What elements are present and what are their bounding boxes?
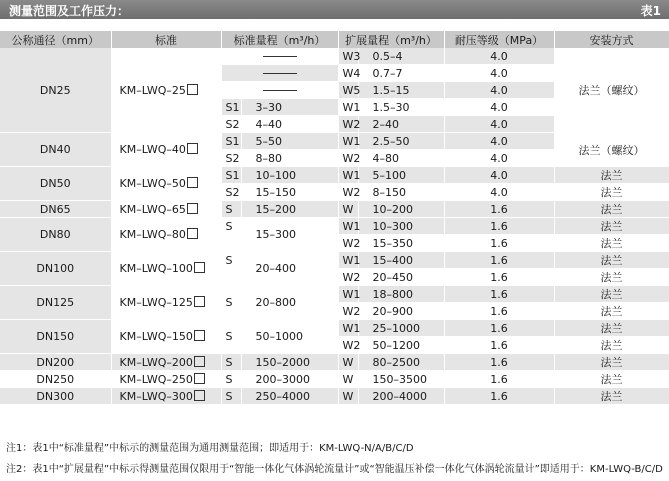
table-row xyxy=(0,133,669,150)
s-label-cell: S2 xyxy=(221,150,241,167)
e-range-cell: 0.5–4 xyxy=(358,48,444,65)
e-range-cell: 1.5–30 xyxy=(358,99,444,116)
e-label-cell: W1 xyxy=(338,320,358,337)
e-range-cell: 10–300 xyxy=(358,218,444,235)
table-label: 表1 xyxy=(640,4,661,18)
e-label-cell: W1 xyxy=(338,286,358,303)
e-range-cell: 2–40 xyxy=(358,116,444,133)
e-label-cell: W1 xyxy=(338,99,358,116)
s-label-cell: S1 xyxy=(221,167,241,184)
e-label-cell: W2 xyxy=(338,235,358,252)
e-range-cell: 15–400 xyxy=(358,252,444,269)
s-range-cell: 250–4000 xyxy=(241,388,338,405)
checkbox-symbol xyxy=(187,203,198,214)
pressure-cell: 4.0 xyxy=(444,184,554,201)
dn-cell: DN50 xyxy=(0,167,111,201)
e-label-cell: W4 xyxy=(338,65,358,82)
e-range-cell: 15–350 xyxy=(358,235,444,252)
s-label-cell: S xyxy=(221,218,241,252)
pressure-cell: 1.6 xyxy=(444,252,554,269)
model-cell: KM–LWQ–125 xyxy=(111,286,221,320)
install-cell: 法兰 xyxy=(554,371,669,388)
s-range-cell: 20–400 xyxy=(241,252,338,286)
e-range-cell: 80–2500 xyxy=(358,354,444,371)
s-label-cell: S2 xyxy=(221,116,241,133)
pressure-cell: 1.6 xyxy=(444,371,554,388)
s-range-cell: 50–1000 xyxy=(241,320,338,354)
header-standard: 标准 xyxy=(111,31,221,48)
note-1: 注1：表1中“标准量程”中标示的测量范围为通用测量范围；即适用于：KM-LWQ-N/A/B/C/D xyxy=(6,443,414,454)
header-pressure: 耐压等级（MPa） xyxy=(444,31,554,48)
s-range-cell: 15–300 xyxy=(241,218,338,252)
install-cell: 法兰 xyxy=(554,252,669,269)
e-label-cell: W3 xyxy=(338,48,358,65)
model-cell: KM–LWQ–250 xyxy=(111,371,221,388)
e-range-cell: 0.7–7 xyxy=(358,65,444,82)
pressure-cell: 1.6 xyxy=(444,303,554,320)
e-label-cell: W xyxy=(338,371,358,388)
table-row xyxy=(0,388,669,405)
table-row xyxy=(0,320,669,337)
dn-cell: DN125 xyxy=(0,286,111,320)
pressure-cell: 4.0 xyxy=(444,48,554,65)
install-cell: 法兰 xyxy=(554,286,669,303)
install-cell: 法兰 xyxy=(554,167,669,184)
s-range-cell: 4–40 xyxy=(241,116,338,133)
pressure-cell: 4.0 xyxy=(444,133,554,150)
e-range-cell: 25–1000 xyxy=(358,320,444,337)
e-label-cell: W2 xyxy=(338,150,358,167)
e-range-cell: 4–80 xyxy=(358,150,444,167)
dash-symbol xyxy=(263,73,297,74)
footnotes xyxy=(6,438,663,480)
dn-cell: DN100 xyxy=(0,252,111,286)
pressure-cell: 4.0 xyxy=(444,116,554,133)
s-label-cell: S2 xyxy=(221,184,241,201)
dn-cell: DN200 xyxy=(0,354,111,371)
e-label-cell: W2 xyxy=(338,184,358,201)
section-title: 测量范围及工作压力： xyxy=(9,4,130,18)
s-label-cell: S xyxy=(221,388,241,405)
install-cell: 法兰 xyxy=(554,337,669,354)
e-range-cell: 200–4000 xyxy=(358,388,444,405)
checkbox-symbol xyxy=(187,228,198,239)
dn-cell: DN300 xyxy=(0,388,111,405)
e-label-cell: W2 xyxy=(338,116,358,133)
e-label-cell: W xyxy=(338,354,358,371)
s-range-cell: 150–2000 xyxy=(241,354,338,371)
e-range-cell: 1.5–15 xyxy=(358,82,444,99)
table-row xyxy=(0,286,669,303)
e-label-cell: W xyxy=(338,388,358,405)
pressure-cell: 1.6 xyxy=(444,388,554,405)
s-label-cell: S xyxy=(221,371,241,388)
pressure-cell: 1.6 xyxy=(444,218,554,235)
dn-cell: DN150 xyxy=(0,320,111,354)
install-cell: 法兰 xyxy=(554,388,669,405)
s-range-cell: 8–80 xyxy=(241,150,338,167)
checkbox-symbol xyxy=(194,262,205,273)
dn-cell: DN40 xyxy=(0,133,111,167)
dash-cell xyxy=(221,65,338,82)
e-label-cell: W1 xyxy=(338,252,358,269)
table-row xyxy=(0,354,669,371)
spec-table xyxy=(0,31,669,405)
dn-cell: DN80 xyxy=(0,218,111,252)
s-label-cell: S xyxy=(221,201,241,218)
install-cell: 法兰 xyxy=(554,218,669,235)
install-cell: 法兰（螺纹） xyxy=(554,48,669,133)
table-header xyxy=(0,31,669,48)
pressure-cell: 1.6 xyxy=(444,201,554,218)
s-label-cell: S xyxy=(221,320,241,354)
install-cell: 法兰 xyxy=(554,184,669,201)
e-label-cell: W2 xyxy=(338,269,358,286)
e-range-cell: 18–800 xyxy=(358,286,444,303)
pressure-cell: 1.6 xyxy=(444,320,554,337)
s-label-cell: S xyxy=(221,354,241,371)
install-cell: 法兰 xyxy=(554,320,669,337)
checkbox-symbol xyxy=(187,177,198,188)
e-label-cell: W1 xyxy=(338,133,358,150)
pressure-cell: 1.6 xyxy=(444,235,554,252)
table-row xyxy=(0,201,669,218)
e-range-cell: 2.5–50 xyxy=(358,133,444,150)
s-range-cell: 3–30 xyxy=(241,99,338,116)
model-cell: KM–LWQ–25 xyxy=(111,48,221,133)
e-range-cell: 20–450 xyxy=(358,269,444,286)
header-standard-range: 标准量程（m³/h） xyxy=(221,31,338,48)
e-range-cell: 150–3500 xyxy=(358,371,444,388)
checkbox-symbol xyxy=(187,143,198,154)
table-row xyxy=(0,252,669,269)
pressure-cell: 1.6 xyxy=(444,286,554,303)
pressure-cell: 1.6 xyxy=(444,269,554,286)
checkbox-symbol xyxy=(194,356,205,367)
model-cell: KM–LWQ–300 xyxy=(111,388,221,405)
pressure-cell: 4.0 xyxy=(444,82,554,99)
title-bar xyxy=(0,0,669,19)
checkbox-symbol xyxy=(194,373,205,384)
model-cell: KM–LWQ–50 xyxy=(111,167,221,201)
table-row xyxy=(0,48,669,65)
e-range-cell: 10–200 xyxy=(358,201,444,218)
s-label-cell: S1 xyxy=(221,133,241,150)
model-cell: KM–LWQ–40 xyxy=(111,133,221,167)
install-cell: 法兰 xyxy=(554,303,669,320)
install-cell: 法兰 xyxy=(554,201,669,218)
table-row xyxy=(0,371,669,388)
dn-cell: DN25 xyxy=(0,48,111,133)
pressure-cell: 1.6 xyxy=(444,337,554,354)
s-label-cell: S xyxy=(221,252,241,286)
dash-cell xyxy=(221,48,338,65)
model-cell: KM–LWQ–150 xyxy=(111,320,221,354)
pressure-cell: 4.0 xyxy=(444,99,554,116)
dn-cell: DN250 xyxy=(0,371,111,388)
s-range-cell: 10–100 xyxy=(241,167,338,184)
checkbox-symbol xyxy=(194,330,205,341)
s-label-cell: S xyxy=(221,286,241,320)
note-2: 注2：表1中“扩展量程”中标示得测量范围仅限用于“智能一体化气体涡轮流量计”或“智能温压补偿一体化气体涡轮流量计”即适用于：KM-LWQ-B/C/D xyxy=(6,464,663,475)
s-label-cell: S1 xyxy=(221,99,241,116)
pressure-cell: 4.0 xyxy=(444,65,554,82)
e-label-cell: W2 xyxy=(338,337,358,354)
dash-symbol xyxy=(263,90,297,91)
table-row xyxy=(0,218,669,235)
s-range-cell: 15–200 xyxy=(241,201,338,218)
dn-cell: DN65 xyxy=(0,201,111,218)
s-range-cell: 200–3000 xyxy=(241,371,338,388)
model-cell: KM–LWQ–200 xyxy=(111,354,221,371)
model-cell: KM–LWQ–100 xyxy=(111,252,221,286)
dash-symbol xyxy=(263,56,297,57)
header-install: 安装方式 xyxy=(554,31,669,48)
s-range-cell: 5–50 xyxy=(241,133,338,150)
e-label-cell: W1 xyxy=(338,167,358,184)
model-cell: KM–LWQ–80 xyxy=(111,218,221,252)
header-dn: 公称通径（mm） xyxy=(0,31,111,48)
s-range-cell: 20–800 xyxy=(241,286,338,320)
e-range-cell: 50–1200 xyxy=(358,337,444,354)
install-cell: 法兰（螺纹） xyxy=(554,133,669,167)
install-cell: 法兰 xyxy=(554,235,669,252)
e-label-cell: W1 xyxy=(338,218,358,235)
checkbox-symbol xyxy=(187,84,198,95)
header-extended-range: 扩展量程（m³/h） xyxy=(338,31,444,48)
install-cell: 法兰 xyxy=(554,269,669,286)
e-range-cell: 5–100 xyxy=(358,167,444,184)
install-cell: 法兰 xyxy=(554,354,669,371)
e-label-cell: W xyxy=(338,201,358,218)
checkbox-symbol xyxy=(194,390,205,401)
dash-cell xyxy=(221,82,338,99)
checkbox-symbol xyxy=(194,296,205,307)
model-cell: KM–LWQ–65 xyxy=(111,201,221,218)
pressure-cell: 1.6 xyxy=(444,354,554,371)
pressure-cell: 4.0 xyxy=(444,167,554,184)
e-label-cell: W2 xyxy=(338,303,358,320)
pressure-cell: 4.0 xyxy=(444,150,554,167)
e-label-cell: W5 xyxy=(338,82,358,99)
e-range-cell: 8–150 xyxy=(358,184,444,201)
s-range-cell: 15–150 xyxy=(241,184,338,201)
table-row xyxy=(0,167,669,184)
e-range-cell: 20–900 xyxy=(358,303,444,320)
